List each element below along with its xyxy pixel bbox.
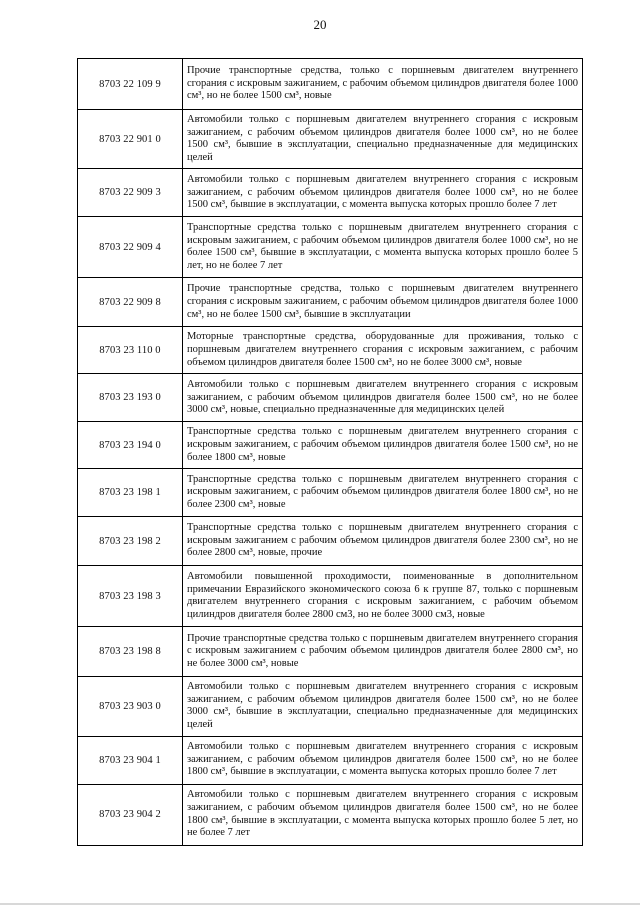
goods-description: Автомобили только с поршневым двигателем внутреннего сгорания с искровым зажиганием, с рабочим объемом цилиндров двигателя более 1500 см³, но не более 1800 см³, бывшие в эксплуатации, с момента выпуска которых прошло более 7 лет: [183, 736, 583, 784]
table-row: [78, 422, 583, 469]
tnved-code: 8703 23 198 2: [78, 517, 183, 566]
tnved-code: 8703 23 194 0: [78, 422, 183, 469]
table-row: [78, 469, 583, 517]
table-row: [78, 677, 583, 736]
table-row: [78, 627, 583, 677]
goods-description: Транспортные средства только с поршневым двигателем внутреннего сгорания с искровым зажиганием, с рабочим объемом цилиндров двигателя более 1800 см³, но не более 2300 см³, новые: [183, 469, 583, 517]
tariff-codes-table: [77, 58, 583, 846]
tnved-code: 8703 23 198 8: [78, 627, 183, 677]
goods-description: Автомобили только с поршневым двигателем внутреннего сгорания с искровым зажиганием, с рабочим объемом цилиндров двигателя более 1500 см³, но не более 1800 см³, бывшие в эксплуатации, с момента выпуска которых прошло более 5 лет, но не более 7 лет: [183, 784, 583, 845]
table-row: [78, 169, 583, 217]
table-row: [78, 517, 583, 566]
tnved-code: 8703 23 198 3: [78, 566, 183, 627]
tnved-code: 8703 23 904 1: [78, 736, 183, 784]
tnved-code: 8703 22 901 0: [78, 110, 183, 169]
goods-description: Транспортные средства только с поршневым двигателем внутреннего сгорания с искровым зажиганием с рабочим объемом цилиндров двигателя более 2300 см³, но не более 2800 см³, новые, прочие: [183, 517, 583, 566]
table-row: [78, 278, 583, 327]
goods-description: Автомобили только с поршневым двигателем внутреннего сгорания с искровым зажиганием, с рабочим объемом цилиндров двигателя более 1000 см³, но не более 1500 см³, бывшие в эксплуатации, с момента выпуска которых прошло более 7 лет: [183, 169, 583, 217]
table-row: [78, 784, 583, 845]
table-row: [78, 59, 583, 110]
tnved-code: 8703 23 198 1: [78, 469, 183, 517]
tnved-code: 8703 22 909 3: [78, 169, 183, 217]
tnved-code: 8703 23 904 2: [78, 784, 183, 845]
goods-description: Автомобили только с поршневым двигателем внутреннего сгорания с искровым зажиганием, с рабочим объемом цилиндров двигателя более 1000 см³, но не более 1500 см³, бывшие в эксплуатации, специально предназначенные для медицинских целей: [183, 110, 583, 169]
table-row: [78, 327, 583, 374]
tnved-code: 8703 22 109 9: [78, 59, 183, 110]
table-body: [78, 59, 583, 846]
goods-description: Моторные транспортные средства, оборудованные для проживания, только с поршневым двигателем внутреннего сгорания с искровым зажиганием, с рабочим объемом цилиндров двигателя более 1500 см³, но не более 3000 см³, новые: [183, 327, 583, 374]
tnved-code: 8703 23 903 0: [78, 677, 183, 736]
page-number: 20: [313, 17, 327, 32]
goods-description: Автомобили только с поршневым двигателем внутреннего сгорания с искровым зажиганием, с рабочим объемом цилиндров двигателя более 1500 см³, но не более 3000 см³, бывшие в эксплуатации, специально предназначенные для медицинских целей: [183, 677, 583, 736]
table-row: [78, 566, 583, 627]
goods-description: Прочие транспортные средства только с поршневым двигателем внутреннего сгорания с искровым зажиганием с рабочим объемом цилиндров двигателя более 2800 см³, но не более 3000 см³, новые: [183, 627, 583, 677]
goods-description: Транспортные средства только с поршневым двигателем внутреннего сгорания с искровым зажиганием, с рабочим объемом цилиндров двигателя более 1500 см³, но не более 1800 см³, новые: [183, 422, 583, 469]
goods-description: Прочие транспортные средства, только с поршневым двигателем внутреннего сгорания с искровым зажиганием, с рабочим объемом цилиндров двигателя более 1000 см³, но не более 1500 см³, новые: [183, 59, 583, 110]
table-row: [78, 374, 583, 422]
table-row: [78, 217, 583, 278]
goods-description: Автомобили только с поршневым двигателем внутреннего сгорания с искровым зажиганием, с рабочим объемом цилиндров двигателя более 1500 см³, но не более 3000 см³, новые, специально предназначенные для медицинских целей: [183, 374, 583, 422]
table-row: [78, 110, 583, 169]
goods-description: Автомобили повышенной проходимости, поименованные в дополнительном примечании Евразийского экономического союза 6 к группе 87, только с поршневым двигателем внутреннего сгорания с искровым зажиганием, с рабочим объемом цилиндров двигателя более 2800 см3, но не более 3000 см3, новые: [183, 566, 583, 627]
tnved-code: 8703 22 909 4: [78, 217, 183, 278]
tnved-code: 8703 23 193 0: [78, 374, 183, 422]
tnved-code: 8703 22 909 8: [78, 278, 183, 327]
table-row: [78, 736, 583, 784]
goods-description: Прочие транспортные средства, только с поршневым двигателем внутреннего сгорания с искровым зажиганием, с рабочим объемом цилиндров двигателя более 1000 см³, но не более 1500 см³, бывшие в эксплуатации: [183, 278, 583, 327]
tnved-code: 8703 23 110 0: [78, 327, 183, 374]
goods-description: Транспортные средства только с поршневым двигателем внутреннего сгорания с искровым зажиганием, с рабочим объемом цилиндров двигателя более 1000 см³, но не более 1500 см³, бывшие в эксплуатации, с момента выпуска которых прошло более 5 лет, но не более 7 лет: [183, 217, 583, 278]
